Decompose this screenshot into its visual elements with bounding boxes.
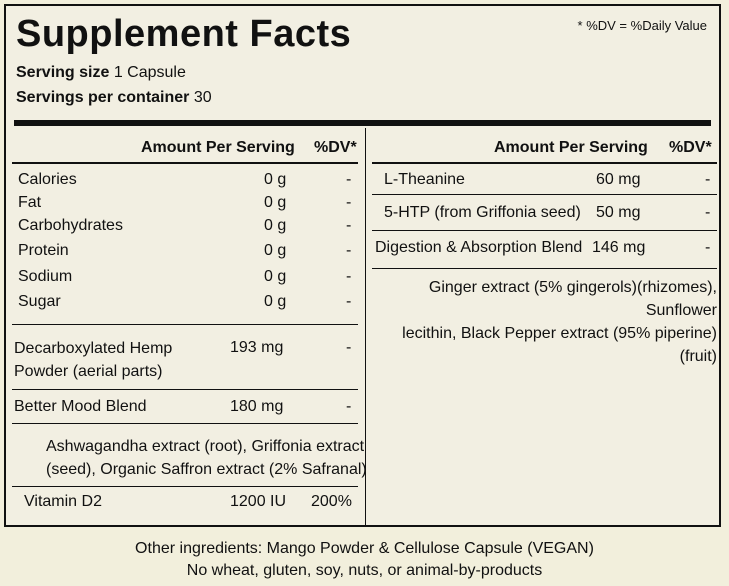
hemp-amount: 193 mg [230,339,284,356]
row-rule [12,389,358,390]
nutrient-name-sodium: Sodium [18,268,73,285]
mood-blend-dv: - [346,398,352,415]
nutrient-amount-5-htp: 50 mg [596,204,641,221]
serving-size-value: 1 Capsule [113,64,186,81]
servings-per-container [16,89,212,107]
right-header-rule [372,162,717,164]
serving-size [16,64,186,82]
nutrient-amount-calories: 0 g [264,171,287,188]
right-amount-header: Amount Per Serving [494,139,648,156]
nutrient-name-calories: Calories [18,171,77,188]
nutrient-name-protein: Protein [18,242,69,259]
other-ingredients: Other ingredients: Mango Powder & Cellulose Capsule (VEGAN) [135,540,594,557]
mood-ingredients-line1: Ashwagandha extract (root), Griffonia extract [46,438,365,455]
vitamin-d2-amount: 1200 IU [230,493,287,510]
row-rule [12,486,358,487]
nutrient-name-sugar: Sugar [18,293,61,310]
nutrient-dv-l-theanine: - [705,171,711,188]
row-rule [12,423,358,424]
row-rule [12,324,358,325]
nutrient-amount-carbohydrates: 0 g [264,217,287,234]
servings-per-container-value: 30 [193,89,212,106]
serving-size-label: Serving size [16,64,110,81]
hemp-name [14,337,172,383]
hemp-name-line1: Decarboxylated Hemp [14,340,173,357]
row-rule [372,194,717,195]
nutrient-dv-fat: - [346,194,352,211]
nutrient-name-digestion-blend: Digestion & Absorption Blend [375,239,583,256]
nutrient-dv-5-htp: - [705,204,711,221]
nutrient-name-carbohydrates: Carbohydrates [18,217,123,234]
mood-blend-name: Better Mood Blend [14,398,147,415]
panel-title: Supplement Facts [16,13,352,55]
nutrient-name-fat: Fat [18,194,42,211]
nutrient-dv-carbohydrates: - [346,217,352,234]
dv-footnote: * %DV = %Daily Value [577,18,707,33]
digestion-blend-ingredients [376,276,717,368]
nutrient-amount-protein: 0 g [264,242,287,259]
hemp-name-line2: Powder (aerial parts) [14,363,163,380]
hemp-dv: - [346,339,352,356]
nutrient-amount-digestion-blend: 146 mg [592,239,646,256]
nutrient-amount-fat: 0 g [264,194,287,211]
mood-ingredients-line2: (seed), Organic Saffron extract (2% Safranal) [46,461,367,478]
digestion-ingredients-line1: Ginger extract (5% gingerols)(rhizomes), Sunflower [428,279,717,319]
nutrient-dv-digestion-blend: - [705,239,711,256]
supplement-facts-panel [4,4,721,527]
row-rule [372,268,717,269]
thick-divider [14,120,711,126]
nutrient-dv-protein: - [346,242,352,259]
servings-per-container-label: Servings per container [16,89,190,106]
mood-blend-ingredients [46,435,367,481]
right-dv-header: %DV* [669,139,712,156]
nutrient-amount-l-theanine: 60 mg [596,171,641,188]
nutrient-name-5-htp: 5-HTP (from Griffonia seed) [384,204,581,221]
row-rule [372,230,717,231]
left-amount-header: Amount Per Serving [141,139,295,156]
vitamin-d2-name: Vitamin D2 [24,493,102,510]
nutrient-dv-sugar: - [346,293,352,310]
allergen-statement: No wheat, gluten, soy, nuts, or animal-by-products [186,562,543,579]
nutrient-name-l-theanine: L-Theanine [384,171,465,188]
vitamin-d2-dv: 200% [311,493,352,510]
mood-blend-amount: 180 mg [230,398,284,415]
left-dv-header: %DV* [314,139,357,156]
left-header-rule [12,162,358,164]
nutrient-amount-sodium: 0 g [264,268,287,285]
nutrient-dv-calories: - [346,171,352,188]
nutrient-dv-sodium: - [346,268,352,285]
digestion-ingredients-line2: lecithin, Black Pepper extract (95% piperine)(fruit) [402,325,717,365]
nutrient-amount-sugar: 0 g [264,293,287,310]
